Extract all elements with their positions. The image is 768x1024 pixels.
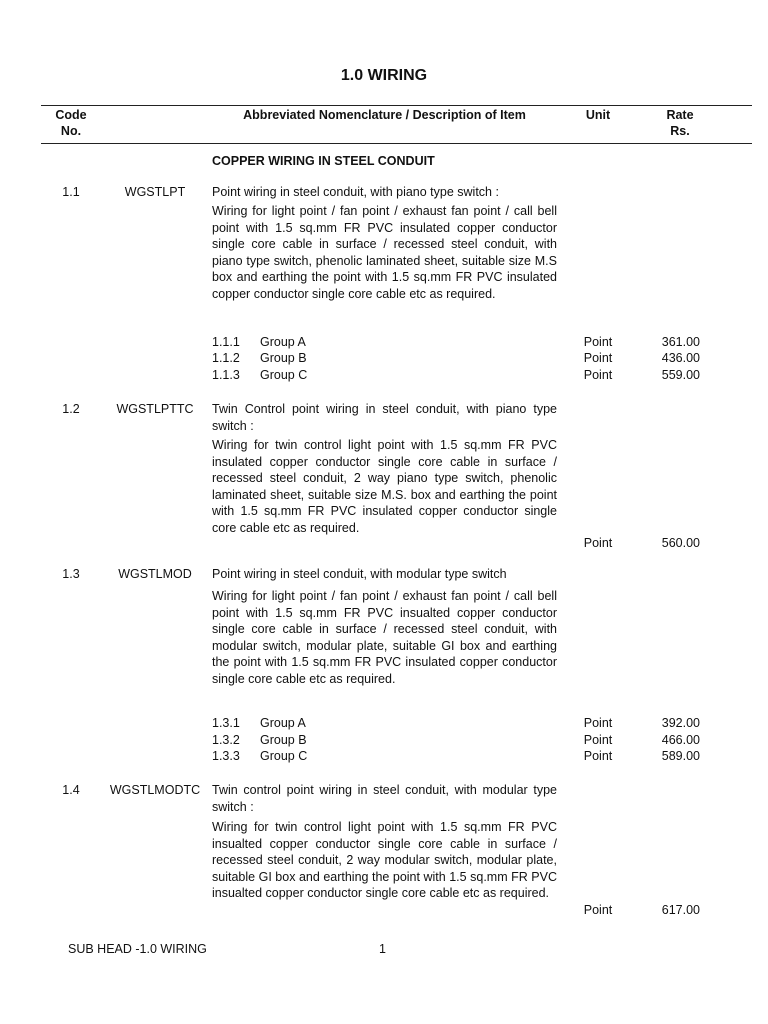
header-rate-line1: Rate [666, 108, 694, 122]
subitem-number: 1.1.2 [212, 351, 240, 365]
subitem-unit: Point [583, 351, 613, 365]
item-abbreviation: WGSTLMODTC [109, 783, 201, 797]
item-code: 1.1 [62, 185, 80, 199]
subitem-unit: Point [583, 368, 613, 382]
item-abbreviation: WGSTLMOD [118, 567, 192, 581]
subitem-rate: 436.00 [661, 351, 700, 365]
subitem-group: Group B [260, 351, 307, 365]
footer-subhead: SUB HEAD -1.0 WIRING [68, 942, 207, 956]
subitem-number: 1.1.3 [212, 368, 240, 382]
item-rate: 560.00 [661, 536, 700, 550]
page-title: 1.0 WIRING [340, 67, 428, 84]
item-heading: Point wiring in steel conduit, with modular type switch [212, 567, 507, 581]
item-rate: 617.00 [661, 903, 700, 917]
item-unit: Point [583, 903, 613, 917]
subitem-group: Group C [260, 749, 308, 763]
subitem-unit: Point [583, 716, 613, 730]
subitem-rate: 392.00 [661, 716, 700, 730]
header-top-rule [41, 105, 752, 106]
header-description: Abbreviated Nomenclature / Description of Item [243, 108, 526, 122]
subitem-rate: 361.00 [661, 335, 700, 349]
subitem-group: Group A [260, 335, 306, 349]
section-heading: COPPER WIRING IN STEEL CONDUIT [212, 154, 435, 168]
item-abbreviation: WGSTLPTTC [116, 402, 194, 416]
header-rate-line2: Rs. [670, 124, 690, 138]
subitem-number: 1.1.1 [212, 335, 240, 349]
item-description: Wiring for twin control light point with 1.5 sq.mm FR PVC insulated copper conductor single core cable in surface / recessed steel conduit, 2 way piano type switch, phenolic laminated sheet, suitable size M.S. box and earthing the point with 1.5 sq.mm FR PVC insulated copper conductor single core cable etc as required. [212, 438, 557, 535]
subitem-group: Group B [260, 733, 307, 747]
subitem-group: Group C [260, 368, 308, 382]
item-description: Wiring for light point / fan point / exhaust fan point / call bell point with 1.5 sq.mm FR PVC insualted copper conductor single core cable in surface / recessed steel conduit, with modular switch, modular plate, suitable GI box and earthing the point with 1.5 sq.mm FR PVC insulated copper conductor single core cable etc as required. [212, 589, 557, 686]
item-abbreviation: WGSTLPT [124, 185, 186, 199]
header-rate [650, 107, 710, 139]
item-heading: Twin control point wiring in steel conduit, with modular type switch : [212, 783, 557, 814]
item-unit: Point [583, 536, 613, 550]
header-code-line2: No. [60, 124, 82, 138]
subitem-unit: Point [583, 335, 613, 349]
subitem-rate: 559.00 [661, 368, 700, 382]
header-unit: Unit [585, 108, 611, 122]
item-heading: Twin Control point wiring in steel conduit, with piano type switch : [212, 402, 557, 433]
subitem-rate: 466.00 [661, 733, 700, 747]
item-description: Wiring for twin control light point with 1.5 sq.mm FR PVC insualted copper conductor single core cable in surface / recessed steel conduit, 2 way modular switch, modular plate, suitable GI box and earthing the point with 1.5 sq.mm FR PVC insualted copper conductor single core cable etc as required. [212, 820, 557, 901]
subitem-rate: 589.00 [661, 749, 700, 763]
subitem-number: 1.3.1 [212, 716, 240, 730]
item-code: 1.3 [62, 567, 80, 581]
item-description: Wiring for light point / fan point / exhaust fan point / call bell point with 1.5 sq.mm FR PVC insulated copper conductor single core cable in surface / recessed steel conduit, with piano type switch, phenolic laminated sheet, suitable size M.S box and earthing the point with 1.5 sq.mm FR PVC insulated copper conductor single core cable etc as required. [212, 204, 557, 301]
item-code: 1.4 [62, 783, 80, 797]
item-code: 1.2 [62, 402, 80, 416]
subitem-unit: Point [583, 749, 613, 763]
header-code [41, 107, 101, 139]
subitem-number: 1.3.3 [212, 749, 240, 763]
header-bottom-rule [41, 143, 752, 144]
header-code-line1: Code [55, 108, 87, 122]
subitem-number: 1.3.2 [212, 733, 240, 747]
subitem-unit: Point [583, 733, 613, 747]
page-number: 1 [379, 942, 386, 956]
subitem-group: Group A [260, 716, 306, 730]
item-heading: Point wiring in steel conduit, with piano type switch : [212, 185, 499, 199]
